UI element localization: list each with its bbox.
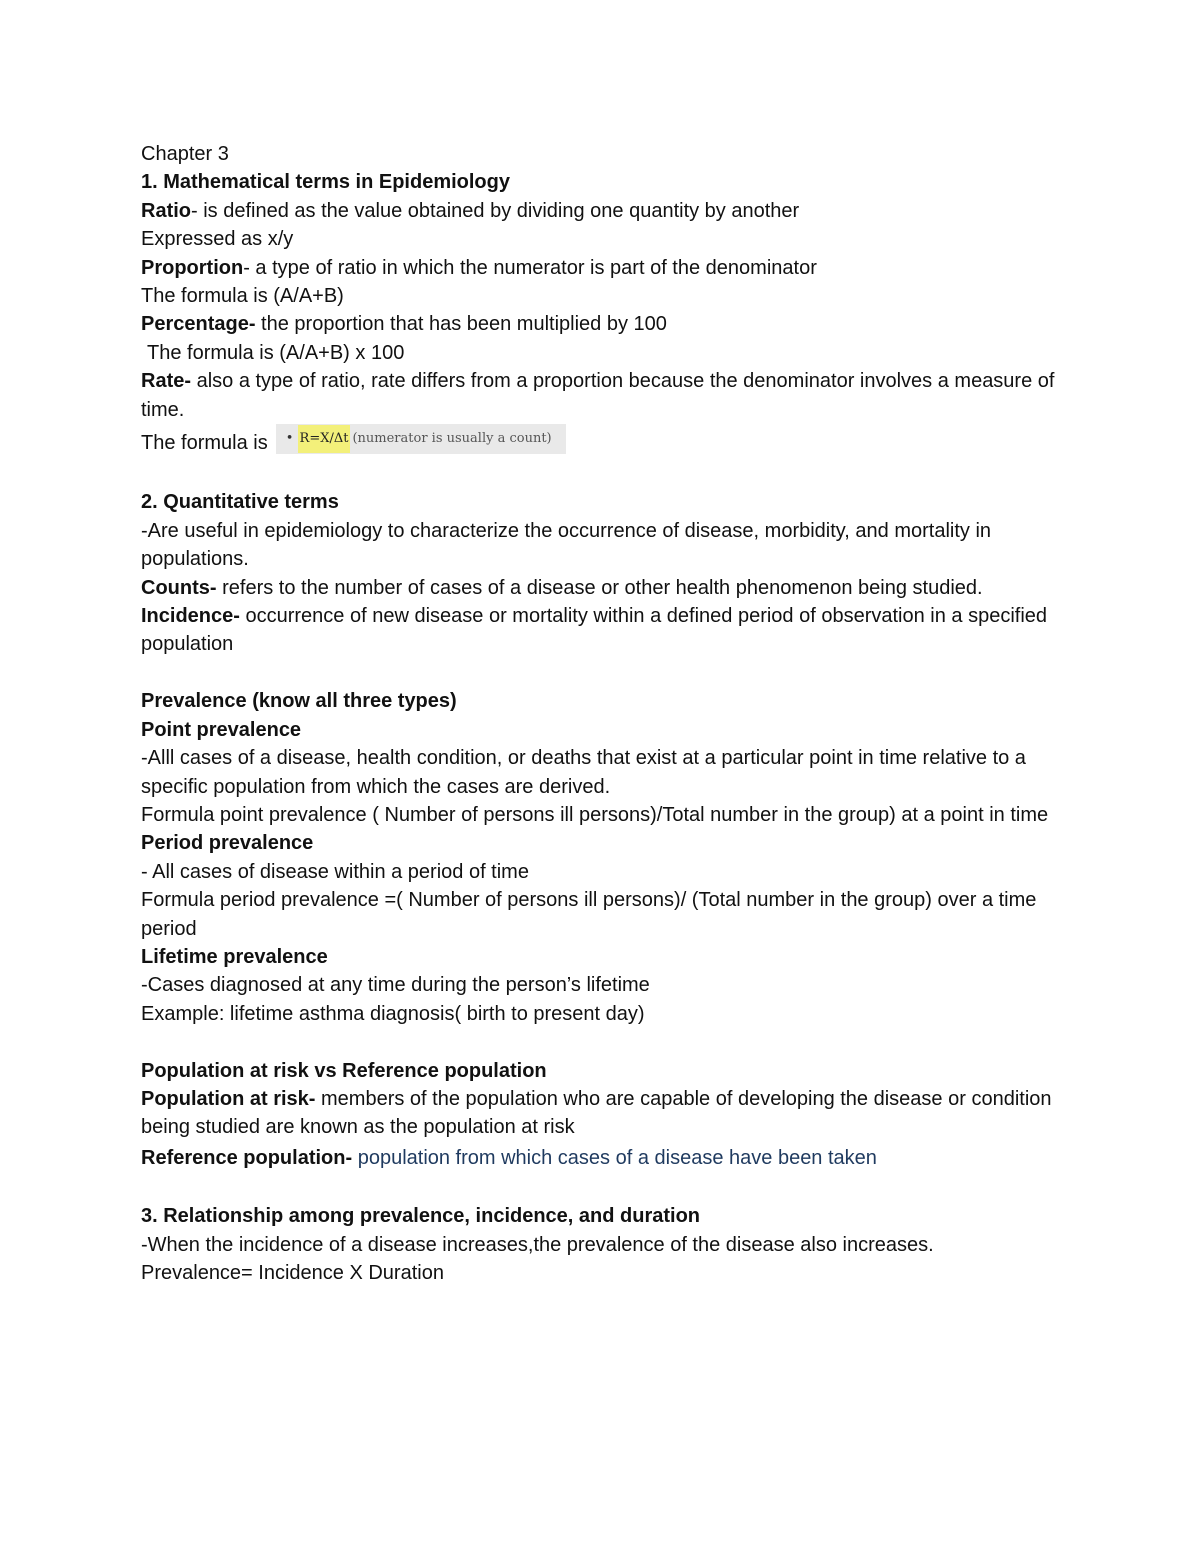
lifetime-prevalence-heading: Lifetime prevalence <box>141 945 328 968</box>
proportion-definition: - a type of ratio in which the numerator is part of the denominator <box>243 256 817 279</box>
proportion-formula: The formula is (A/A+B) <box>141 285 344 308</box>
lifetime-prevalence-definition: -Cases diagnosed at any time during the person’s lifetime <box>141 974 650 997</box>
period-prevalence-definition: - All cases of disease within a period of time <box>141 860 529 883</box>
population-at-risk-paragraph <box>141 1085 1071 1142</box>
section-2-heading: 2. Quantitative terms <box>141 491 339 514</box>
reference-population-paragraph <box>141 1142 1071 1174</box>
lifetime-prevalence-example: Example: lifetime asthma diagnosis( birth to present day) <box>141 1002 645 1025</box>
percentage-paragraph <box>141 310 1071 338</box>
incidence-paragraph <box>141 602 1071 659</box>
incidence-definition: occurrence of new disease or mortality within a defined period of observation in a specified population <box>141 605 1048 656</box>
rate-formula-image <box>276 424 566 454</box>
rate-formula-label: The formula is <box>141 431 268 454</box>
proportion-term: Proportion <box>141 256 244 279</box>
population-at-risk-term: Population at risk- <box>141 1087 316 1110</box>
relationship-statement: -When the incidence of a disease increases,the prevalence of the disease also increases. <box>141 1233 934 1256</box>
rate-definition: also a type of ratio, rate differs from a proportion because the denominator involves a measure of time. <box>141 370 1055 421</box>
reference-population-term: Reference population- <box>141 1146 353 1169</box>
spacer <box>141 460 1071 488</box>
document-page <box>141 140 1071 1287</box>
incidence-term: Incidence- <box>141 605 240 628</box>
rate-formula-equation: R=X/Δt <box>298 425 351 453</box>
counts-term: Counts- <box>141 576 217 599</box>
point-prevalence-formula: Formula point prevalence ( Number of persons ill persons)/Total number in the group) at a point in time <box>141 803 1049 826</box>
ratio-definition: - is defined as the value obtained by dividing one quantity by another <box>191 199 800 222</box>
period-prevalence-heading: Period prevalence <box>141 832 314 855</box>
prevalence-heading: Prevalence (know all three types) <box>141 690 457 713</box>
section-1-heading: 1. Mathematical terms in Epidemiology <box>141 171 510 194</box>
chapter-title: Chapter 3 <box>141 143 229 165</box>
proportion-paragraph <box>141 254 1071 282</box>
rate-formula-bullet: • <box>285 430 294 446</box>
counts-definition: refers to the number of cases of a disease or other health phenomenon being studied. <box>216 576 983 599</box>
rate-term: Rate- <box>141 370 192 393</box>
spacer <box>141 1028 1071 1056</box>
percentage-formula: The formula is (A/A+B) x 100 <box>147 341 405 364</box>
percentage-term: Percentage- <box>141 313 256 336</box>
point-prevalence-definition: -Alll cases of a disease, health condition, or deaths that exist at a particular point in time relative to a specific population from which the cases are derived. <box>141 747 1026 798</box>
spacer <box>141 659 1071 687</box>
ratio-expression: Expressed as x/y <box>141 228 294 251</box>
period-prevalence-formula: Formula period prevalence =( Number of persons ill persons)/ (Total number in the group) over a time period <box>141 889 1037 940</box>
counts-paragraph <box>141 574 1071 602</box>
rate-paragraph <box>141 367 1071 424</box>
point-prevalence-heading: Point prevalence <box>141 718 302 741</box>
population-at-risk-definition: members of the population who are capable of developing the disease or condition being studied are known as the population at risk <box>141 1087 1052 1139</box>
percentage-definition: the proportion that has been multiplied by 100 <box>255 313 667 336</box>
quantitative-intro: -Are useful in epidemiology to characterize the occurrence of disease, morbidity, and mortality in populations. <box>141 519 992 571</box>
rate-formula-row <box>141 428 1071 458</box>
population-heading: Population at risk vs Reference population <box>141 1059 547 1082</box>
spacer <box>141 1174 1071 1202</box>
rate-formula-note: (numerator is usually a count) <box>352 430 552 446</box>
section-3-heading: 3. Relationship among prevalence, incidence, and duration <box>141 1205 701 1228</box>
prevalence-equation: Prevalence= Incidence X Duration <box>141 1261 444 1284</box>
ratio-paragraph <box>141 197 1071 225</box>
reference-population-definition: population from which cases of a disease have been taken <box>352 1146 877 1169</box>
ratio-term: Ratio <box>141 199 191 222</box>
